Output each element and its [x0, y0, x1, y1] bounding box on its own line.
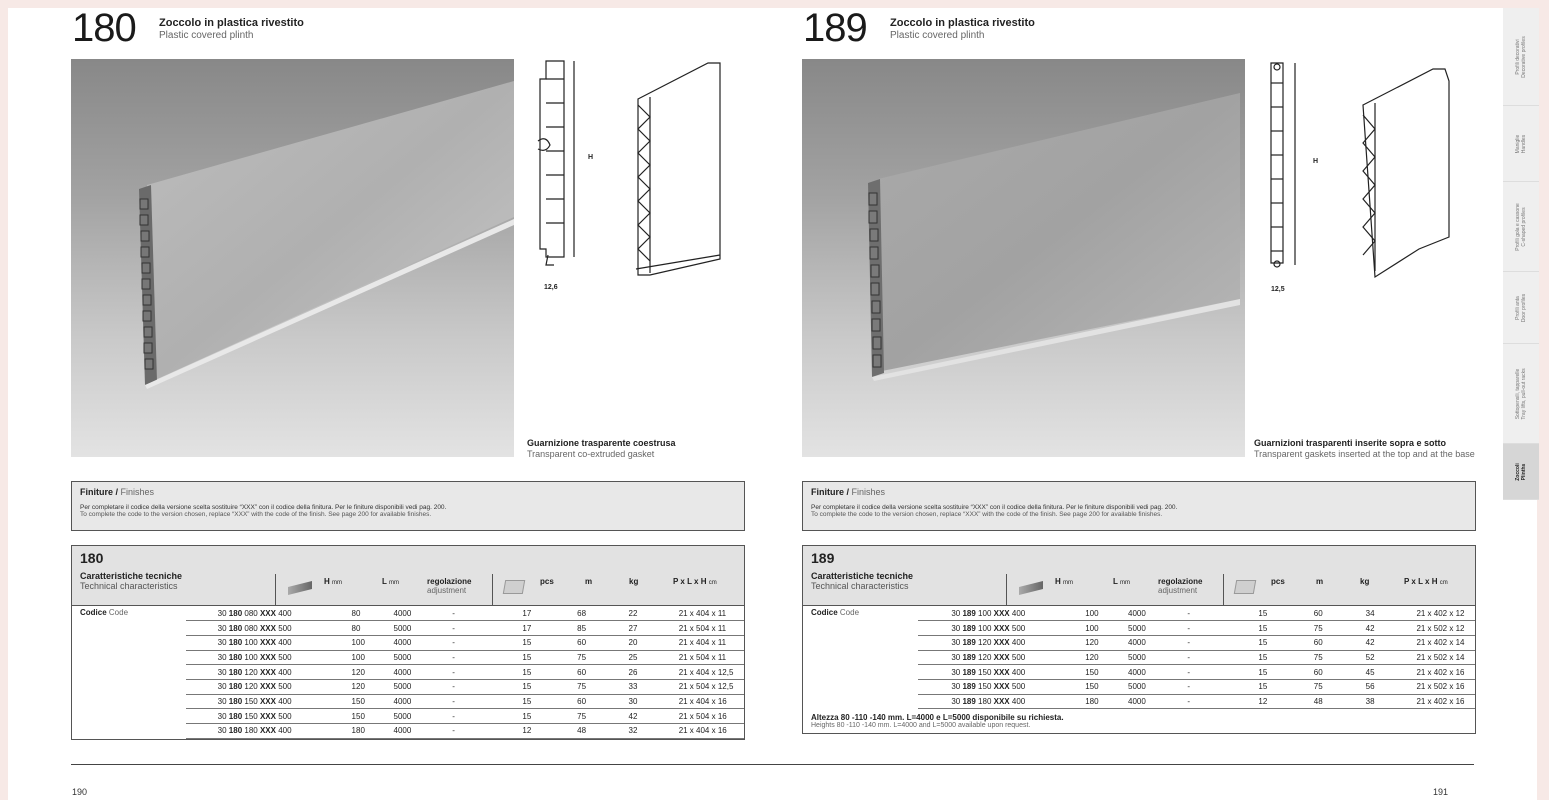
cell-kg: 34: [1346, 606, 1397, 621]
cell-pcs: 17: [502, 606, 557, 621]
article-code: 30 189 120 XXX 400: [918, 635, 1037, 650]
cell-kg: 42: [609, 709, 659, 724]
cell-regolazione: -: [428, 665, 502, 680]
cell-regolazione: -: [428, 606, 502, 621]
cell-dims: 21 x 502 x 14: [1396, 650, 1475, 665]
col-regolazione: regolazione adjustment: [427, 577, 472, 595]
cell-l: 4000: [1108, 665, 1163, 680]
section-tab[interactable]: [1503, 182, 1539, 272]
table-row: [803, 679, 1475, 694]
article-code: 30 189 100 XXX 500: [918, 621, 1037, 636]
col-l: L mm: [1113, 577, 1130, 586]
page-frame-left: [0, 0, 8, 800]
cell-h: 150: [1037, 665, 1108, 680]
cell-h: 100: [304, 635, 374, 650]
cell-h: 150: [304, 709, 374, 724]
cell-regolazione: -: [1163, 679, 1238, 694]
spec-heading-en: Technical characteristics: [811, 581, 909, 591]
table-row: [72, 621, 744, 636]
technical-drawing: [524, 59, 764, 299]
cell-pcs: 15: [1238, 635, 1293, 650]
plinth-render: [802, 59, 1240, 457]
section-tab-label: Profili decorativi Decorative profiles: [1515, 35, 1527, 78]
spec-heading-en: Technical characteristics: [80, 581, 178, 591]
cell-dims: 21 x 402 x 16: [1396, 665, 1475, 680]
cell-dims: 21 x 404 x 16: [659, 724, 744, 739]
article-code: 30 189 100 XXX 400: [918, 606, 1037, 621]
table-row: [72, 635, 744, 650]
table-row: [72, 665, 744, 680]
col-l: L mm: [382, 577, 399, 586]
article-code: 30 180 150 XXX 400: [186, 694, 303, 709]
cell-l: 4000: [374, 635, 429, 650]
code-label: [72, 679, 186, 694]
cell-pcs: 15: [1238, 665, 1293, 680]
cell-m: 85: [557, 621, 608, 636]
catalog-page-left: [62, 0, 772, 800]
cell-h: 100: [1037, 621, 1108, 636]
code-label: [72, 650, 186, 665]
article-code: 30 180 150 XXX 500: [186, 709, 303, 724]
col-m: m: [1316, 577, 1324, 586]
cell-pcs: 15: [502, 694, 557, 709]
section-tab[interactable]: [1503, 272, 1539, 344]
cell-pcs: 12: [1238, 694, 1293, 709]
spec-rows: [72, 606, 744, 739]
page-number: 191: [1433, 787, 1449, 797]
cell-h: 150: [1037, 679, 1108, 694]
section-tab-label: Sottopensili, tapparelle Tray lifts, pull-out racks: [1515, 367, 1527, 420]
section-tab[interactable]: [1503, 344, 1539, 444]
cell-m: 75: [1294, 621, 1346, 636]
footer-rule: [71, 764, 1474, 765]
spec-table-header: [72, 546, 744, 606]
col-m: m: [585, 577, 593, 586]
thickness-label: 12,6: [544, 284, 558, 291]
finishes-text-en: To complete the code to the version chosen, replace “XXX” with the code of the finish. See page 200 for available finishes.: [80, 511, 432, 518]
package-icon: [1234, 580, 1256, 594]
cell-regolazione: -: [428, 724, 502, 739]
table-row: [72, 709, 744, 724]
code-label: [72, 724, 186, 739]
cell-dims: 21 x 404 x 11: [659, 606, 744, 621]
cell-h: 100: [304, 650, 374, 665]
cell-kg: 52: [1346, 650, 1397, 665]
code-label: [72, 709, 186, 724]
cell-kg: 22: [609, 606, 659, 621]
col-regolazione: regolazione adjustment: [1158, 577, 1203, 595]
cell-l: 5000: [374, 650, 429, 665]
section-tab-label: Profili anta Door profiles: [1515, 293, 1527, 322]
table-row: [72, 679, 744, 694]
finishes-text-it: Per completare il codice della versione scelta sostituire “XXX” con il codice della finitura. Per le finiture disponibili vedi pag. 200.: [811, 504, 1178, 511]
table-row: [803, 621, 1475, 636]
cell-m: 60: [1294, 665, 1346, 680]
table-row: [72, 650, 744, 665]
cell-dims: 21 x 504 x 11: [659, 621, 744, 636]
cell-regolazione: -: [428, 694, 502, 709]
cell-pcs: 15: [1238, 621, 1293, 636]
table-row: [803, 694, 1475, 709]
availability-note: Altezza 80 -110 -140 mm. L=4000 e L=5000 disponibile su richiesta. Heights 80 -110 -140 mm. L=4000 and L=5000 available upon request.: [811, 713, 1064, 730]
cell-dims: 21 x 502 x 12: [1396, 621, 1475, 636]
article-code: 30 180 100 XXX 400: [186, 635, 303, 650]
cell-dims: 21 x 402 x 16: [1396, 694, 1475, 709]
cell-kg: 27: [609, 621, 659, 636]
page-number: 190: [72, 787, 88, 797]
cell-h: 120: [304, 679, 374, 694]
cell-dims: 21 x 504 x 16: [659, 709, 744, 724]
code-label: [803, 665, 918, 680]
table-row: [72, 694, 744, 709]
cell-l: 5000: [374, 679, 429, 694]
col-h: H mm: [324, 577, 343, 586]
article-code: 30 180 120 XXX 500: [186, 679, 303, 694]
cell-kg: 42: [1346, 635, 1397, 650]
code-label: [803, 694, 918, 709]
cell-h: 180: [1037, 694, 1108, 709]
cell-kg: 30: [609, 694, 659, 709]
product-title: Zoccolo in plastica rivestito: [890, 17, 1035, 29]
section-tab[interactable]: [1503, 444, 1539, 500]
gasket-caption: Guarnizioni trasparenti inserite sopra e sotto: [1254, 438, 1447, 448]
cell-pcs: 12: [502, 724, 557, 739]
code-label: [72, 665, 186, 680]
finishes-title: Finiture / Finishes: [80, 487, 155, 497]
spec-rows: [803, 606, 1475, 709]
code-label: [803, 679, 918, 694]
code-label: [803, 621, 918, 636]
section-tab[interactable]: [1503, 106, 1539, 182]
cell-regolazione: -: [428, 621, 502, 636]
cell-h: 150: [304, 694, 374, 709]
table-row: [803, 665, 1475, 680]
cell-l: 5000: [1108, 650, 1163, 665]
cell-h: 120: [1037, 650, 1108, 665]
cell-regolazione: -: [1163, 606, 1238, 621]
catalog-page-right: [793, 0, 1503, 800]
cell-h: 180: [304, 724, 374, 739]
cell-regolazione: -: [1163, 635, 1238, 650]
cell-m: 68: [557, 606, 608, 621]
col-dims: P x L x H cm: [673, 577, 717, 586]
cell-regolazione: -: [1163, 621, 1238, 636]
spec-table-header: [803, 546, 1475, 606]
cell-h: 80: [304, 606, 374, 621]
cell-dims: 21 x 504 x 12,5: [659, 679, 744, 694]
spec-product-code: 189: [811, 550, 835, 566]
article-code: 30 189 120 XXX 500: [918, 650, 1037, 665]
cell-regolazione: -: [428, 650, 502, 665]
cell-m: 75: [557, 650, 608, 665]
code-label: [72, 694, 186, 709]
article-code: 30 189 150 XXX 500: [918, 679, 1037, 694]
cell-l: 4000: [374, 665, 429, 680]
cell-l: 5000: [1108, 621, 1163, 636]
cell-l: 4000: [1108, 606, 1163, 621]
table-row: [803, 635, 1475, 650]
spec-heading: Caratteristiche tecniche: [80, 571, 183, 581]
cell-m: 60: [557, 665, 608, 680]
article-code: 30 180 080 XXX 400: [186, 606, 303, 621]
cell-m: 48: [557, 724, 608, 739]
cell-kg: 45: [1346, 665, 1397, 680]
cell-pcs: 15: [1238, 650, 1293, 665]
spec-heading: Caratteristiche tecniche: [811, 571, 914, 581]
gasket-caption-en: Transparent co-extruded gasket: [527, 449, 655, 459]
height-label: H: [1313, 158, 1319, 165]
cell-h: 120: [304, 665, 374, 680]
cell-l: 5000: [374, 709, 429, 724]
plinth-render: [71, 59, 514, 457]
cell-dims: 21 x 402 x 12: [1396, 606, 1475, 621]
article-code: 30 180 180 XXX 400: [186, 724, 303, 739]
product-subtitle: Plastic covered plinth: [159, 30, 254, 41]
code-label: [803, 635, 918, 650]
finishes-text-en: To complete the code to the version chosen, replace “XXX” with the code of the finish. See page 200 for available finishes.: [811, 511, 1163, 518]
cell-pcs: 15: [1238, 606, 1293, 621]
article-code: 30 180 080 XXX 500: [186, 621, 303, 636]
article-code: 30 180 100 XXX 500: [186, 650, 303, 665]
cell-l: 4000: [374, 694, 429, 709]
section-tab-label: Profili gola e cassone C-shaped profiles: [1515, 202, 1527, 251]
section-tabs: [1503, 8, 1539, 800]
code-label: Codice Code: [80, 608, 129, 617]
cell-h: 120: [1037, 635, 1108, 650]
article-code: 30 189 180 XXX 400: [918, 694, 1037, 709]
cell-pcs: 15: [502, 679, 557, 694]
cell-pcs: 17: [502, 621, 557, 636]
cell-pcs: 15: [502, 650, 557, 665]
code-label: [72, 621, 186, 636]
cell-m: 60: [557, 635, 608, 650]
cell-l: 5000: [1108, 679, 1163, 694]
finishes-box: [802, 481, 1476, 531]
cell-m: 75: [557, 679, 608, 694]
product-photo: [71, 59, 514, 457]
article-code: 30 180 120 XXX 400: [186, 665, 303, 680]
cell-l: 5000: [374, 621, 429, 636]
cell-kg: 56: [1346, 679, 1397, 694]
cell-m: 60: [1294, 635, 1346, 650]
cell-regolazione: -: [1163, 650, 1238, 665]
cell-l: 4000: [1108, 635, 1163, 650]
cell-regolazione: -: [1163, 694, 1238, 709]
cell-kg: 26: [609, 665, 659, 680]
finishes-title: Finiture / Finishes: [811, 487, 886, 497]
cell-kg: 33: [609, 679, 659, 694]
technical-drawing: [1255, 59, 1495, 299]
cell-regolazione: -: [428, 709, 502, 724]
code-label: [803, 650, 918, 665]
code-label: [72, 635, 186, 650]
col-pcs: pcs: [540, 577, 554, 586]
article-code: 30 189 150 XXX 400: [918, 665, 1037, 680]
finishes-text-it: Per completare il codice della versione scelta sostituire “XXX” con il codice della finitura. Per le finiture disponibili vedi pag. 200.: [80, 504, 447, 511]
cell-dims: 21 x 402 x 14: [1396, 635, 1475, 650]
table-row: [72, 606, 744, 621]
col-kg: kg: [629, 577, 639, 586]
cell-h: 100: [1037, 606, 1108, 621]
height-label: H: [588, 154, 594, 161]
cell-m: 75: [1294, 679, 1346, 694]
table-row: [72, 724, 744, 739]
cell-h: 80: [304, 621, 374, 636]
cell-pcs: 15: [502, 665, 557, 680]
cell-dims: 21 x 502 x 16: [1396, 679, 1475, 694]
profile-icon: [1019, 581, 1043, 595]
product-title: Zoccolo in plastica rivestito: [159, 17, 304, 29]
cell-dims: 21 x 404 x 16: [659, 694, 744, 709]
profile-icon: [288, 581, 312, 595]
cell-dims: 21 x 404 x 11: [659, 635, 744, 650]
cell-m: 75: [1294, 650, 1346, 665]
spec-product-code: 180: [80, 550, 104, 566]
cell-m: 60: [557, 694, 608, 709]
cell-dims: 21 x 504 x 11: [659, 650, 744, 665]
cell-kg: 25: [609, 650, 659, 665]
spec-table: [802, 545, 1476, 734]
section-tab-label: Maniglie Handles: [1515, 134, 1527, 153]
cell-pcs: 15: [1238, 679, 1293, 694]
col-dims: P x L x H cm: [1404, 577, 1448, 586]
cell-m: 48: [1294, 694, 1346, 709]
col-h: H mm: [1055, 577, 1074, 586]
finishes-box: [71, 481, 745, 531]
thickness-label: 12,5: [1271, 286, 1285, 293]
cell-m: 60: [1294, 606, 1346, 621]
cell-pcs: 15: [502, 709, 557, 724]
gasket-caption-en: Transparent gaskets inserted at the top and at the base: [1254, 449, 1475, 459]
cell-l: 4000: [374, 724, 429, 739]
cell-l: 4000: [1108, 694, 1163, 709]
package-icon: [503, 580, 525, 594]
table-row: [803, 606, 1475, 621]
cell-kg: 42: [1346, 621, 1397, 636]
section-tab[interactable]: [1503, 8, 1539, 106]
cell-kg: 32: [609, 724, 659, 739]
cell-m: 75: [557, 709, 608, 724]
cell-l: 4000: [374, 606, 429, 621]
product-number: 180: [72, 6, 136, 50]
cell-regolazione: -: [1163, 665, 1238, 680]
code-label: Codice Code: [811, 608, 860, 617]
product-number: 189: [803, 6, 867, 50]
cell-kg: 20: [609, 635, 659, 650]
cell-regolazione: -: [428, 679, 502, 694]
product-subtitle: Plastic covered plinth: [890, 30, 985, 41]
cell-regolazione: -: [428, 635, 502, 650]
table-row: [803, 650, 1475, 665]
spec-table: [71, 545, 745, 740]
col-kg: kg: [1360, 577, 1370, 586]
section-tab-label: Zoccoli Plinths: [1515, 462, 1527, 481]
col-pcs: pcs: [1271, 577, 1285, 586]
cell-dims: 21 x 404 x 12,5: [659, 665, 744, 680]
product-photo: [802, 59, 1245, 457]
gasket-caption: Guarnizione trasparente coestrusa: [527, 438, 676, 448]
cell-kg: 38: [1346, 694, 1397, 709]
cell-pcs: 15: [502, 635, 557, 650]
